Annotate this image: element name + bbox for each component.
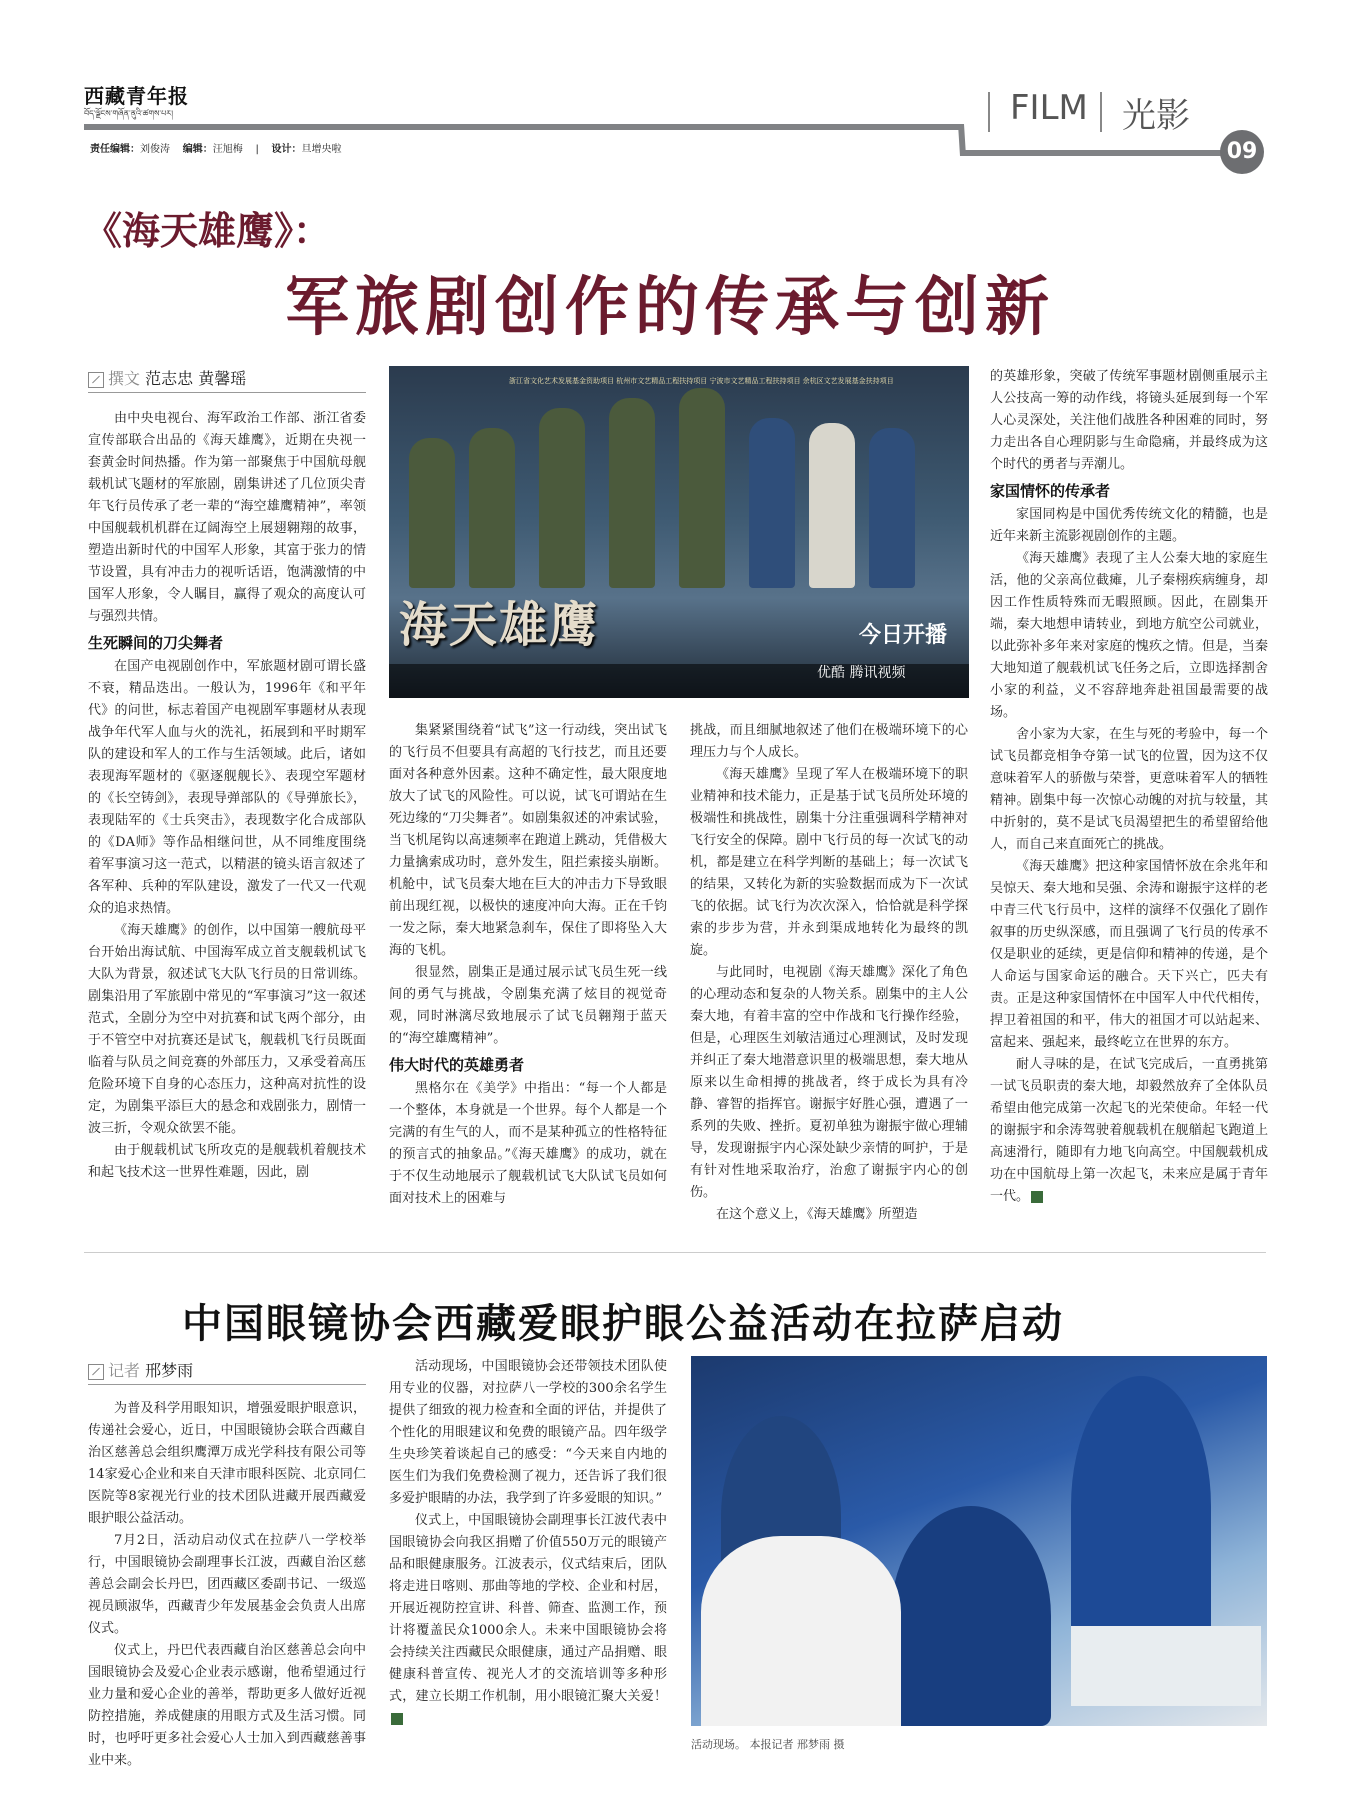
poster-figure xyxy=(539,408,585,588)
paragraph-text: 挑战，而且细腻地叙述了他们在极端环境下的心理压力与个人成长。 xyxy=(690,723,968,760)
paragraph-text: 《海天雄鹰》的创作，以中国第一艘航母平台开始出海试航、中国海军成立首支舰载机试飞大队为背景，叙述试飞大队飞行员的日常训练。剧集沿用了军旅剧中常见的“军事演习”这一叙述范式，全剧分为空中对抗赛和试飞两个部分，由于不管空中对抗赛还是试飞，舰载机飞行员既面临着与队员之间竞赛的外部压力，又承受着高压危险环境下自身的心态压力，这种高对抗性的设定，为剧集平添巨大的悬念和戏剧张力，剧情一波三折，令观众欲罢不能。 xyxy=(88,923,366,1136)
header-rule xyxy=(84,124,964,130)
paragraph xyxy=(88,408,366,628)
section-subheading xyxy=(990,480,1268,502)
byline-rule xyxy=(88,392,366,393)
paragraph-text: 与此同时，电视剧《海天雄鹰》深化了角色的心理动态和复杂的人物关系。剧集中的主人公秦大地，有着丰富的空中作战和飞行操作经验，但是，心理医生刘敏洁通过心理测试，及时发现并纠正了秦大地潜意识里的极端思想，秦大地从原来以生命相搏的挑战者，终于成长为具有冷静、睿智的指挥官。谢振宇好胜心强，遭遇了一系列的失败、挫折。夏初单独为谢振宇做心理辅导，发现谢振宇内心深处缺少亲情的呵护，于是有针对性地采取治疗，治愈了谢振宇内心的创伤。 xyxy=(690,965,968,1200)
paragraph xyxy=(990,856,1268,1054)
paragraph-text: 7月2日，活动启动仪式在拉萨八一学校举行，中国眼镜协会副理事长江波，西藏自治区慈善总会副会长丹巴，团西藏区委副书记、一级巡视员顾淑华，西藏青少年发展基金会负责人出席仪式。 xyxy=(88,1533,366,1636)
paragraph xyxy=(690,962,968,1204)
paragraph xyxy=(990,1054,1268,1208)
paragraph xyxy=(88,656,366,920)
section-label-en: FILM xyxy=(1010,88,1088,128)
designer-name: 旦增央啦 xyxy=(301,144,342,155)
photo-caption: 活动现场。 本报记者 邢梦雨 摄 xyxy=(691,1738,845,1751)
paragraph xyxy=(990,724,1268,856)
drama-poster-image xyxy=(389,366,969,698)
paragraph-text: 舍小家为大家，在生与死的考验中，每一个试飞员都竞相争夺第一试飞的位置，因为这不仅意味着军人的骄傲与荣誉，更意味着军人的牺牲精神。剧集中每一次惊心动魄的对抗与较量，其中折射的，莫不是试飞员渴望把生的希望留给他人，而自己来直面死亡的挑战。 xyxy=(990,727,1268,852)
paragraph xyxy=(690,720,968,764)
photo-person xyxy=(891,1506,1051,1726)
article1-column-4 xyxy=(990,366,1268,1216)
paragraph xyxy=(690,764,968,962)
paragraph xyxy=(389,1078,667,1210)
byline-label: 撰文 xyxy=(108,369,141,388)
poster-figure xyxy=(469,428,515,588)
event-photo xyxy=(691,1356,1267,1726)
editor2-label: 编辑： xyxy=(182,144,213,155)
poster-streaming-platforms: 优酷 腾讯视频 xyxy=(817,665,906,681)
paragraph xyxy=(88,1530,366,1640)
article2-column-1 xyxy=(88,1398,366,1768)
paragraph-text: 为普及科学用眼知识，增强爱眼护眼意识，传递社会爱心，近日，中国眼镜协会联合西藏自治区慈善总会组织鹰潭万成光学科技有限公司等14家爱心企业和来自天津市眼科医院、北京同仁医院等8家视光行业的技术团队进藏开展西藏爱眼护眼公益活动。 xyxy=(88,1401,366,1526)
paragraph xyxy=(389,962,667,1050)
paragraph-text: 仪式上，丹巴代表西藏自治区慈善总会向中国眼镜协会及爱心企业表示感谢，他希望通过行业力量和爱心企业的善举，帮助更多人做好近视防控措施，养成健康的用眼方式及生活习惯。同时，也呼吁更多社会爱心人士加入到西藏慈善事业中来。 xyxy=(88,1643,366,1768)
article2-column-2 xyxy=(389,1356,667,1768)
poster-sponsor-text: 浙江省文化艺术发展基金资助项目 杭州市文艺精品工程扶持项目 宁波市文艺精品工程扶持项目 余杭区文艺发展基金扶持项目 xyxy=(509,377,894,385)
paragraph-text: 很显然，剧集正是通过展示试飞员生死一线间的勇气与挑战，令剧集充满了炫目的视觉奇观，同时淋漓尽致地展示了试飞员翱翔于蓝天的“海空雄鹰精神”。 xyxy=(389,965,667,1046)
end-mark-icon: 青 xyxy=(1031,1191,1043,1203)
photo-instrument xyxy=(1071,1626,1261,1706)
paragraph-text: 家国情怀的传承者 xyxy=(990,482,1111,500)
header-rule-right xyxy=(960,150,1230,156)
paragraph xyxy=(389,720,667,962)
paragraph xyxy=(389,1356,667,1510)
article1-column-3 xyxy=(690,720,968,1222)
paragraph-text: 家国同构是中国优秀传统文化的精髓，也是近年来新主流影视剧创作的主题。 xyxy=(990,507,1268,544)
poster-figure xyxy=(609,398,655,588)
paragraph xyxy=(389,1510,667,1730)
paragraph xyxy=(990,366,1268,476)
article-divider xyxy=(84,1252,1266,1253)
section-divider xyxy=(1100,92,1102,132)
paragraph-text: 《海天雄鹰》呈现了军人在极端环境下的职业精神和技术能力，正是基于试飞员所处环境的极端性和挑战性，剧集十分注重强调科学精神对飞行安全的保障。剧中飞行员的每一次试飞的动机，都是建立在科学判断的基础上；每一次试飞的结果，又转化为新的实验数据而成为下一次试飞的依据。试飞行为次次深入，恰恰就是科学探索的步步为营，并永到渠成地转化为最终的凯旋。 xyxy=(690,767,968,958)
pen-icon xyxy=(88,372,104,388)
paragraph xyxy=(990,504,1268,548)
paragraph xyxy=(88,1140,366,1184)
paragraph-text: 耐人寻味的是，在试飞完成后，一直勇挑第一试飞员职责的秦大地，却毅然放弃了全体队员希望由他完成第一次起飞的光荣使命。年轻一代的谢振宇和余涛驾驶着舰载机在舰艏起飞跑道上高速滑行，随即有力地飞向高空。中国舰载机成功在中国航母上第一次起飞，未来应是属于青年一代。 xyxy=(990,1057,1268,1204)
editor-label: 责任编辑： xyxy=(90,144,140,155)
end-mark-icon: 青 xyxy=(391,1713,403,1725)
section-label-cn: 光影 xyxy=(1122,96,1190,136)
byline xyxy=(88,366,246,389)
paragraph xyxy=(990,548,1268,724)
paragraph-text: 活动现场，中国眼镜协会还带领技术团队使用专业的仪器，对拉萨八一学校的300余名学生提供了细致的视力检查和全面的评估，并提供了个性化的用眼建议和免费的眼镜产品。四年级学生央珍笑着谈起自己的感受：“今天来自内地的医生们为我们免费检测了视力，还告诉了我们很多爱护眼睛的办法，我学到了许多爱眼的知识。” xyxy=(389,1359,667,1506)
poster-title-logo: 海天雄鹰 xyxy=(399,597,600,653)
section-divider xyxy=(988,92,990,132)
byline-rule xyxy=(88,1384,366,1385)
article-headline: 军旅剧创作的传承与创新 xyxy=(285,271,1055,345)
paragraph xyxy=(88,920,366,1140)
designer-label: 设计： xyxy=(271,144,302,155)
section-subheading xyxy=(88,632,366,654)
photo-person xyxy=(701,1536,901,1726)
byline-author: 邢梦雨 xyxy=(145,1361,194,1380)
paragraph-text: 的英雄形象，突破了传统军事题材剧侧重展示主人公技高一筹的动作线，将镜头延展到每一个军人心灵深处，关注他们战胜各种困难的同时，努力走出各自心理阴影与生命隐痛，并最终成为这个时代的勇者与弄潮儿。 xyxy=(990,369,1268,472)
paragraph-text: 由中央电视台、海军政治工作部、浙江省委宣传部联合出品的《海天雄鹰》，近期在央视一套黄金时间热播。作为第一部聚焦于中国航母舰载机试飞题材的军旅剧，剧集讲述了几位顶尖青年飞行员传承了老一辈的“海空雄鹰精神”，率领中国舰载机机群在辽阔海空上展翅翱翔的故事，塑造出新时代的中国军人形象，其富于张力的情节设置，具有冲击力的视听话语，饱满激情的中国军人形象，令人瞩目，赢得了观众的高度认可与强烈共情。 xyxy=(88,411,366,624)
paragraph xyxy=(690,1204,968,1226)
paragraph-text: 黑格尔在《美学》中指出：“每一个人都是一个整体，本身就是一个世界。每个人都是一个完满的有生气的人，而不是某种孤立的性格特征的预言式的抽象品。”《海天雄鹰》的成功，就在于不仅生动地展示了舰载机试飞大队试飞员如何面对技术上的困难与 xyxy=(389,1081,667,1206)
poster-figure xyxy=(409,438,455,588)
pen-icon xyxy=(88,1364,104,1380)
paragraph xyxy=(88,1398,366,1530)
page-number: 09 xyxy=(1220,130,1264,174)
article-headline-kicker: 《海天雄鹰》： xyxy=(84,208,332,253)
editor-credits xyxy=(90,140,342,155)
paragraph-text: 集紧紧围绕着“试飞”这一行动线，突出试飞的飞行员不但要具有高超的飞行技艺，而且还要面对各种意外因素。这种不确定性，最大限度地放大了试飞的风险性。可以说，试飞可谓站在生死边缘的“刀尖舞者”。如剧集叙述的冲索试验，当飞机尾钩以高速频率在跑道上跳动，凭借极大力量擒索成功时，意外发生，阻拦索接头崩断。机舱中，试飞员秦大地在巨大的冲击力下导致眼前出现红视，以极快的速度冲向大海。正在千钧一发之际，秦大地紧急刹车，保住了即将坠入大海的飞机。 xyxy=(389,723,667,958)
paragraph-text: 《海天雄鹰》表现了主人公秦大地的家庭生活，他的父亲高位截瘫，儿子秦栩疾病缠身，却因工作性质特殊而无暇照顾。因此，在剧集开端，秦大地想申请转业，到地方航空公司就业，以此弥补多年来对家庭的愧疚之情。但是，当秦大地知道了舰载机试飞任务之后，立即选择割舍小家的利益，义不容辞地奔赴祖国最需要的战场。 xyxy=(990,551,1268,720)
article1-column-2 xyxy=(389,720,667,1214)
paragraph-text: 《海天雄鹰》把这种家国情怀放在余兆年和吴惊天、秦大地和吴强、余涛和谢振宇这样的老中青三代飞行员中，这样的演绎不仅强化了剧作叙事的历史纵深感，而且强调了飞行员的传承不仅是职业的延续，更是信仰和精神的传递，是个人命运与国家命运的融合。天下兴亡，匹夫有责。正是这种家国情怀在中国军人中代代相传，捍卫着祖国的和平，伟大的祖国才可以站起来、富起来、强起来，最终屹立在世界的东方。 xyxy=(990,859,1268,1050)
byline xyxy=(88,1358,193,1381)
editor-name: 刘俊涛 xyxy=(140,144,170,155)
paragraph xyxy=(88,1640,366,1772)
photo-person xyxy=(1071,1376,1211,1636)
poster-figure xyxy=(809,423,855,588)
poster-figure xyxy=(749,418,795,588)
paragraph-text: 由于舰载机试飞所攻克的是舰载机着舰技术和起飞技术这一世界性难题，因此，剧 xyxy=(88,1143,366,1180)
article2-headline: 中国眼镜协会西藏爱眼护眼公益活动在拉萨启动 xyxy=(182,1300,1064,1347)
editor2-name: 汪旭梅 xyxy=(212,144,243,155)
masthead-subtitle: བོད་ལྗོངས་གཞོན་ནུའི་ཚགས་པར། xyxy=(84,109,173,118)
masthead-title: 西藏青年报 xyxy=(84,84,189,108)
byline-label: 记者 xyxy=(108,1361,141,1380)
poster-premiere-text: 今日开播 xyxy=(859,623,948,648)
credits-separator: | xyxy=(255,144,259,155)
paragraph-text: 伟大时代的英雄勇者 xyxy=(389,1056,525,1074)
article1-column-1 xyxy=(88,408,366,1214)
byline-authors: 范志忠 黄馨瑶 xyxy=(145,369,247,388)
paragraph-text: 生死瞬间的刀尖舞者 xyxy=(88,634,224,652)
paragraph-text: 仪式上，中国眼镜协会副理事长江波代表中国眼镜协会向我区捐赠了价值550万元的眼镜产品和眼健康服务。江波表示，仪式结束后，团队将走进日喀则、那曲等地的学校、企业和村居，开展近视防控宣讲、科普、筛查、监测工作，预计将覆盖民众1000余人。未来中国眼镜协会将会持续关注西藏民众眼健康，通过产品捐赠、眼健康科普宣传、视光人才的交流培训等多种形式，建立长期工作机制，用小眼镜汇聚大关爱！ xyxy=(389,1513,667,1704)
paragraph-text: 在国产电视剧创作中，军旅题材剧可谓长盛不衰，精品迭出。一般认为，1996年《和平年代》的问世，标志着国产电视剧军事题材从表现战争年代军人血与火的洗礼，拓展到和平时期军队的建设和军人的工作与生活领域。此后，诸如表现海军题材的《驱逐舰舰长》、表现空军题材的《长空铸剑》，表现导弹部队的《导弹旅长》，表现陆军的《士兵突击》，表现数字化合成部队的《DA师》等作品相继问世，从不同维度围绕着军事演习这一范式，以精湛的镜头语言叙述了各军种、兵种的军队建设，激发了一代又一代观众的追求热情。 xyxy=(88,659,366,916)
poster-figure xyxy=(869,428,915,588)
poster-figure xyxy=(679,388,725,588)
section-subheading xyxy=(389,1054,667,1076)
paragraph-text: 在这个意义上，《海天雄鹰》所塑造 xyxy=(716,1207,918,1222)
